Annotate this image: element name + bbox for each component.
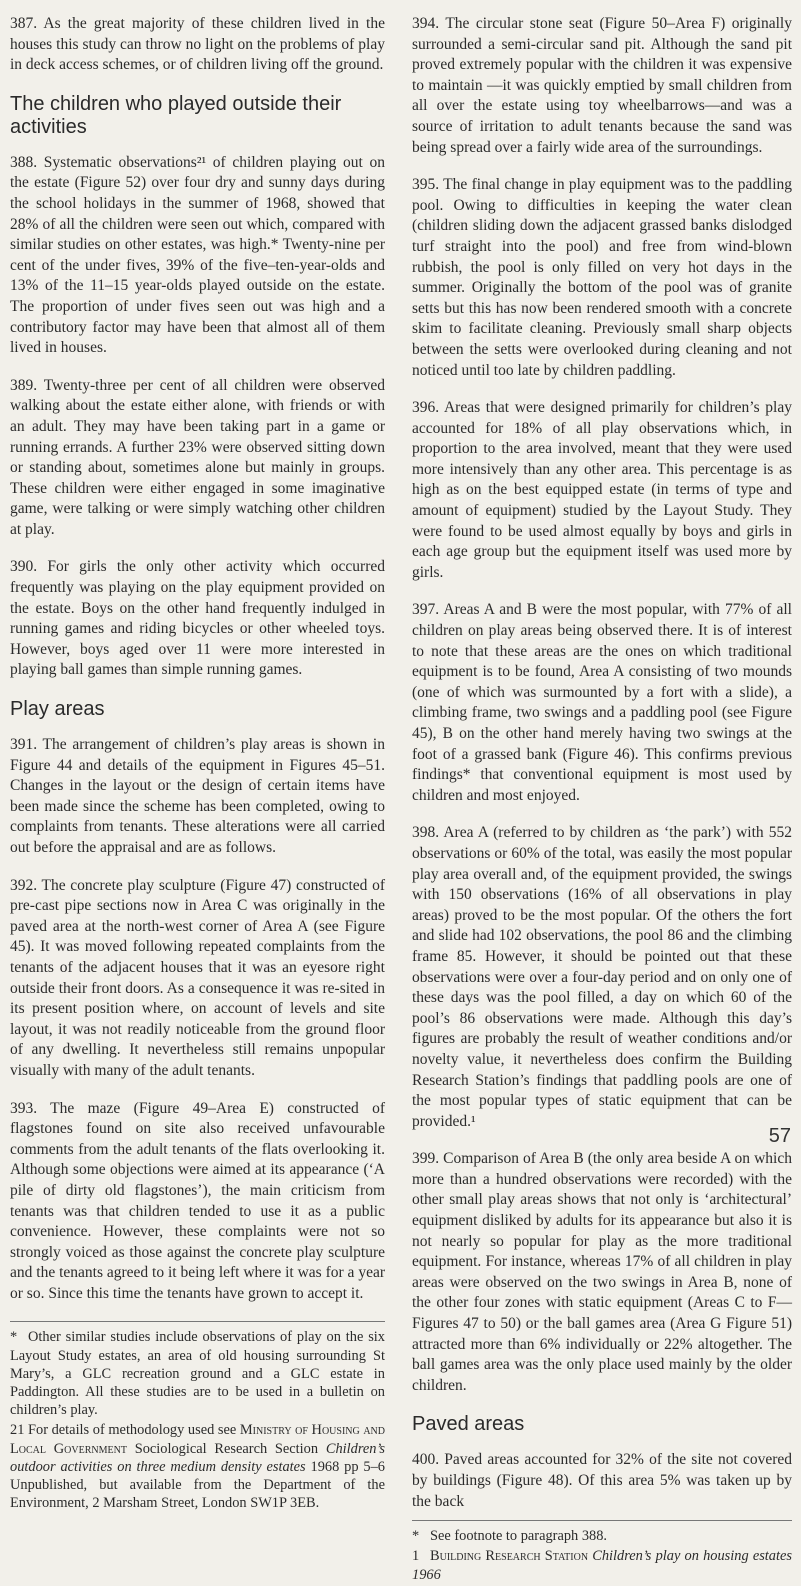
footnote-divider [412, 1520, 792, 1521]
paragraph-393: 393. The maze (Figure 49–Area E) constructed of flagstones found on site also received unfavourable comments from the adult tenants of the flats overlooking it. Although some objections were aimed at its appearance (‘A pile of dirty old flagstones’), the main criticism from tenants was that children tended to use it as a public convenience. However, these complaints were not so strongly voiced as those against the concrete play sculpture and the tenants agreed to it being left where it was for a year or so. Since this time the tenants have grown to accept it. [10, 1099, 385, 1302]
footnote-title: Children’s play on housing estates 1966 [412, 1548, 792, 1583]
right-column [412, 14, 792, 1586]
footnote-star [412, 1527, 792, 1545]
footnote-author: Ministry of Housing and Local Government [10, 1422, 385, 1457]
footnote-star [10, 1328, 385, 1419]
paragraph-399: 399. Comparison of Area B (the only area beside A on which more than a hundred observations were recorded) with the other small play areas shows that not only is ‘architectural’ equipment disliked by adults for its appearance but also it is not nearly so popular for play as the more traditional equipment. For instance, whereas 17% of all children in play areas were observed on the two swings in Area B, none of the other four zones with static equipment (Areas C to F—Figures 47 to 50) or the ball games area (Area G Figure 51) attracted more than 6% individually or 22% altogether. The ball games area was the only place used mainly by the older children. [412, 1150, 792, 1394]
footnote-marker: * [10, 1329, 18, 1346]
footnote-21 [10, 1421, 385, 1512]
heading-paved-areas: Paved areas [412, 1413, 525, 1436]
paragraph-396: 396. Areas that were designed primarily for children’s play accounted for 18% of all play observations which, in proportion to the area involved, meant that they were used more intensively than any other area. This percentage is as high as on the best equipped estate (in terms of type and amount of equipment) studied by the Layout Study. They were found to be used almost equally by boys and girls in each age group but the equipment itself was used more by girls. [412, 399, 792, 581]
paragraph-394: 394. The circular stone seat (Figure 50–Area F) originally surrounded a semi-circular sand pit. Although the sand pit proved extremely popular with the children it was expensive to maintain —it was quickly emptied by small children from all over the estate using toy wheelbarrows—and was a source of irritation to adult tenants because the sand was being spread over a fairly wide area of the surroundings. [412, 15, 792, 156]
footnote-text: For details of methodology used see [28, 1422, 240, 1439]
paragraph-400: 400. Paved areas accounted for 32% of the site not covered by buildings (Figure 48). Of this area 5% was taken up by the back [412, 1451, 792, 1510]
page-number: 57 [768, 1125, 791, 1147]
paragraph-390: 390. For girls the only other activity which occurred frequently was playing on the play equipment provided on the estate. Boys on the other hand frequently indulged in running games and riding bicycles or other wheeled toys. However, boys aged over 11 were more interested in playing ball games than simple running games. [10, 558, 385, 679]
footnote-1 [412, 1547, 792, 1583]
heading-play-areas: Play areas [10, 698, 105, 721]
footnote-marker: 1 [412, 1548, 420, 1565]
footnote-text: See footnote to paragraph 388. [430, 1528, 608, 1545]
paragraph-392: 392. The concrete play sculpture (Figure 47) constructed of pre-cast pipe sections now in Area C was originally in the paved area at the north-west corner of Area A (see Figure 45). It was moved following repeated complaints from the tenants of the adjacent houses that it was an eyesore right outside their front doors. As a consequence it was re-sited in its present position where, on account of levels and site layout, it was not readily noticeable from the ground floor of any dwelling. It nevertheless still remains unpopular visually with many of the adult tenants. [10, 876, 385, 1079]
heading-children-outside: The children who played outside their activities [10, 92, 342, 138]
footnote-marker: * [412, 1528, 420, 1545]
paragraph-388: 388. Systematic observations²¹ of children playing out on the estate (Figure 52) over four dry and sunny days during the school holidays in the summer of 1968, showed that 28% of all the children were seen out which, compared with similar studies on other estates, was high.* Twenty-nine per cent of the under fives, 39% of the five–ten-year-olds and 13% of the 11–15 year-olds played outside on the estate. The proportion of under fives seen out was high and a contributory factor may have been that almost all of them lived in houses. [10, 153, 385, 357]
paragraph-391: 391. The arrangement of children’s play areas is shown in Figure 44 and details of the equipment in Figures 45–51. Changes in the layout or the design of certain items have been made since the scheme has been completed, owing to complaints from tenants. These alterations were all carried out before the appraisal and are as follows. [10, 736, 385, 856]
paragraph-395: 395. The final change in play equipment was to the paddling pool. Owing to difficulties in keeping the water clean (children sliding down the adjacent grassed banks dislodged turf straight into the pool) and free from wind-blown rubbish, the pool is only filled on very hot days in the summer. Originally the bottom of the pool was of granite setts but this has now been rendered smooth with a concrete skim to facilitate cleaning. Previously small sharp objects between the setts were overlooked during cleaning and not noticed until too late by children paddling. [412, 176, 792, 379]
footnote-divider [10, 1321, 385, 1322]
footnote-text: 1968 pp 5–6 Unpublished, but available from the Department of the Environment, 2 Marsham Street, London SW1P 3EB. [10, 1458, 385, 1512]
paragraph-397: 397. Areas A and B were the most popular, with 77% of all children on play areas being observed there. It is of interest to note that these areas are the ones on which traditional equipment is to be found, Area A consisting of two mounds (one of which was surmounted by a fort with a slide), a climbing frame, two swings and a paddling pool (see Figure 45), B on the other hand merely having two swings at the foot of a grassed bank (Figure 46). This confirms previous findings* that conventional equipment is most used by children and most enjoyed. [412, 601, 792, 804]
paragraph-389: 389. Twenty-three per cent of all children were observed walking about the estate either alone, with friends or with an adult. They may have been taking part in a game or running errands. A further 23% were observed sitting down or standing about, sometimes alone but mainly in groups. These children were either engaged in some imaginative game, were talking or were simply watching other children at play. [10, 376, 385, 538]
left-column [10, 14, 385, 1515]
footnote-text: Sociological Research Section [126, 1440, 326, 1457]
paragraph-387: 387. As the great majority of these children lived in the houses this study can throw no light on the problems of play in deck access schemes, or of children living off the ground. [10, 15, 385, 74]
footnote-author: Building Research Station [430, 1548, 589, 1565]
footnote-marker: 21 [10, 1422, 25, 1439]
paragraph-398: 398. Area A (referred to by children as ‘the park’) with 552 observations or 60% of the total, was easily the most popular play area overall and, of the equipment provided, the swings with 150 observations (16% of all observations in play areas) proved to be the most popular. Of the others the fort and slide had 102 observations, the pool 86 and the climbing frame 85. However, it should be pointed out that these observations were over a four-day period and on only one of these days was the pool filled, a day on which 60 of the pool’s 86 observations were made. Although this day’s figures are probably the result of weather conditions and/or novelty value, it nevertheless does confirm the Building Research Station’s findings that paddling pools are one of the most popular types of static equipment that can be provided.¹ [412, 824, 792, 1130]
footnote-title: Children’s outdoor activities on three medium density estates [10, 1440, 386, 1475]
footnote-text: Other similar studies include observations of play on the six Layout Study estates, an area of old housing surrounding St Mary’s, a GLC recreation ground and a GLC estate in Paddington. All these studies are to be used in a bulletin on children’s play. [10, 1329, 385, 1419]
